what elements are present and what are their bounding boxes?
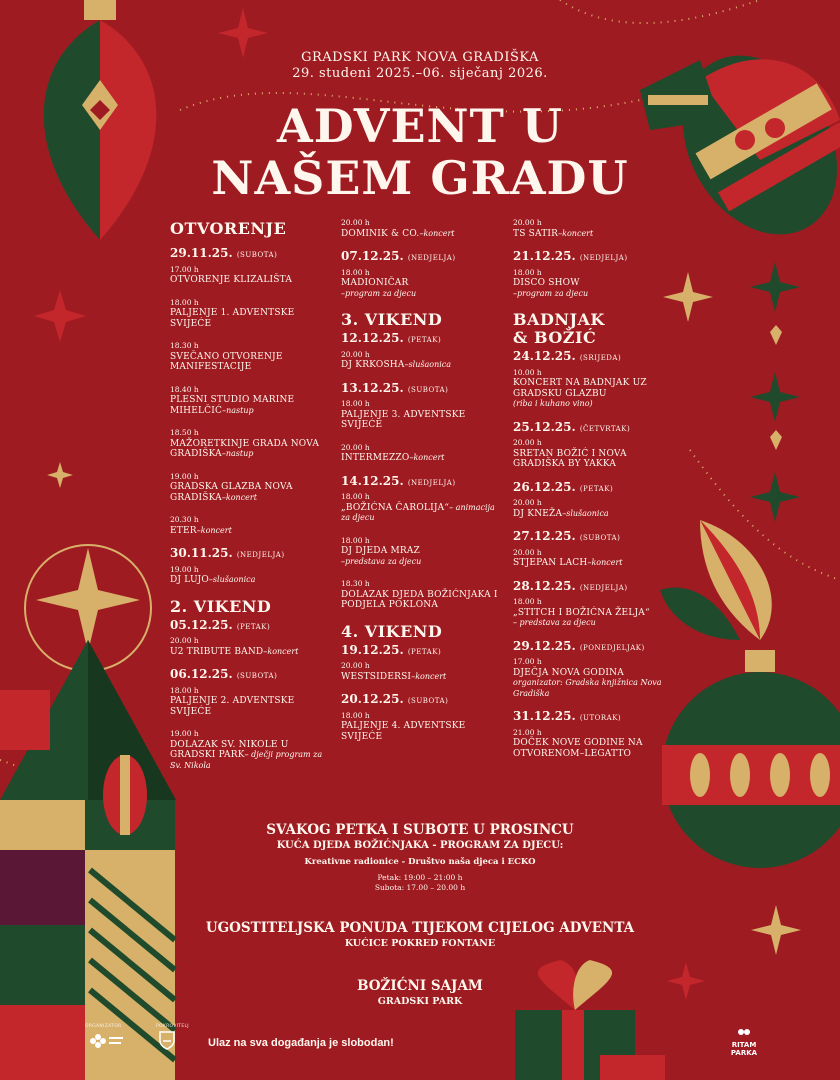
event-item: 18.00 h MADIONIČAR –program za djecu bbox=[341, 267, 417, 298]
event-item: 20.30 h ETER–koncert bbox=[170, 515, 232, 536]
date-heading: 24.12.25. (SRIJEDA) bbox=[513, 349, 622, 363]
kids-program-heading: KUĆA DJEDA BOŽIĆNJAKA - PROGRAM ZA DJECU: bbox=[276, 840, 564, 851]
event-item: 18.00 h PALJENJE 4. ADVENTSKE SVIJEĆE bbox=[341, 710, 466, 742]
event-venue-dates bbox=[0, 50, 840, 82]
event-item: 18.00 h „BOŽIĆNA ČAROLIJA“– animacija za djecu bbox=[341, 492, 495, 522]
event-item: 18.00 h PALJENJE 1. ADVENTSKE SVIJEĆE bbox=[170, 297, 295, 329]
title-line-1: ADVENT U bbox=[277, 99, 563, 153]
catering-heading: UGOSTITELJSKA PONUDA TIJEKOM CIJELOG ADVENTA bbox=[205, 920, 635, 936]
sponsor-block bbox=[156, 1024, 189, 1055]
weekly-program-heading: SVAKOG PETKA I SUBOTE U PROSINCU bbox=[266, 822, 574, 838]
date-heading: 07.12.25. (NEDJELJA) bbox=[341, 249, 456, 263]
section-heading: OTVORENJE bbox=[170, 219, 287, 238]
organizer-logo-icon bbox=[85, 1029, 125, 1051]
event-item: 18.00 h DJ DJEDA MRAZ –predstava za djecu bbox=[341, 535, 422, 566]
event-item: 18.00 h DISCO SHOW –program za djecu bbox=[513, 267, 589, 298]
date-heading: 21.12.25. (NEDJELJA) bbox=[513, 249, 628, 263]
section-heading: 3. VIKEND bbox=[341, 310, 443, 329]
program-column-3 bbox=[513, 218, 673, 771]
event-item: 20.00 h STJEPAN LACH–koncert bbox=[513, 547, 623, 568]
christmas-fair-heading: BOŽIĆNI SAJAM bbox=[357, 978, 483, 994]
workshop-hours: Petak: 19:00 – 21:00 h Subota: 17.00 – 20.00 h bbox=[374, 873, 466, 892]
section-heading: 4. VIKEND bbox=[341, 621, 443, 641]
date-heading: 05.12.25. (PETAK) bbox=[170, 617, 271, 632]
event-item: 19.00 h DOLAZAK SV. NIKOLE U GRADSKI PARK– dječji program za Sv. Nikola bbox=[170, 729, 323, 770]
event-item: 20.00 h TS SATIR–koncert bbox=[513, 218, 594, 239]
event-item: 20.00 h INTERMEZZO–koncert bbox=[341, 442, 445, 463]
free-entry-text: Ulaz na sva događanja je slobodan! bbox=[208, 1037, 394, 1049]
event-item: 20.00 h SRETAN BOŽIĆ I NOVA GRADIŠKA BY YAKKA bbox=[513, 438, 627, 469]
dates-text: 29. studeni 2025.–06. siječanj 2026. bbox=[292, 66, 548, 81]
event-item: 17.00 h DJEČJA NOVA GODINA organizator: Gradska knjižnica Nova Gradiška bbox=[513, 657, 662, 698]
date-heading: 06.12.25. (SUBOTA) bbox=[170, 667, 278, 681]
organizer-block bbox=[85, 1024, 125, 1055]
date-heading: 26.12.25. (PETAK) bbox=[513, 479, 614, 494]
program-column-1 bbox=[170, 218, 330, 783]
organizer-label: ORGANIZATOR bbox=[85, 1024, 122, 1029]
date-heading: 29.11.25. (SUBOTA) bbox=[170, 246, 278, 260]
event-item: 20.00 h U2 TRIBUTE BAND–koncert bbox=[170, 636, 299, 657]
date-heading: 14.12.25. (NEDJELJA) bbox=[341, 473, 456, 488]
event-item: 18.00 h PALJENJE 2. ADVENTSKE SVIJEĆE bbox=[170, 685, 295, 717]
sponsor-label: POKROVITELJ bbox=[156, 1024, 189, 1029]
poster-title bbox=[0, 100, 840, 204]
event-item: 20.00 h WESTSIDERSI–koncert bbox=[341, 661, 447, 682]
section-heading: 2. VIKEND bbox=[170, 596, 272, 616]
event-item: 18.40 h PLESNI STUDIO MARINE MIHELČIĆ–nastup bbox=[170, 384, 295, 416]
program-column-2 bbox=[341, 218, 501, 754]
section-heading: BADNJAK & BOŽIĆ bbox=[513, 310, 605, 347]
ritam-parka-mark-icon bbox=[736, 1027, 752, 1037]
ornament-ball-right bbox=[660, 520, 840, 868]
event-item: 19.00 h GRADSKA GLAZBA NOVA GRADIŠKA–koncert bbox=[170, 471, 293, 503]
city-coat-of-arms-icon bbox=[156, 1029, 180, 1051]
venue-text: GRADSKI PARK NOVA GRADIŠKA bbox=[301, 50, 539, 65]
event-item: 18.30 h DOLAZAK DJEDA BOŽIĆNJAKA I PODJELA POKLONA bbox=[341, 579, 498, 610]
event-item: 21.00 h DOČEK NOVE GODINE NA OTVORENOM–LEGATTO bbox=[513, 727, 643, 759]
date-heading: 29.12.25. (PONEDJELJAK) bbox=[513, 638, 645, 653]
event-item: 18.00 h „STITCH I BOŽIĆNA ŽELJA“ – predstava za djecu bbox=[513, 597, 650, 627]
event-item: 10.00 h KONCERT NA BADNJAK UZ GRADSKU GLAZBU (riba i kuhano vino) bbox=[513, 367, 647, 408]
workshops-text: Kreativne radionice - Društvo naša djeca i ECKO bbox=[304, 857, 536, 867]
event-item: 18.00 h PALJENJE 3. ADVENTSKE SVIJEĆE bbox=[341, 399, 466, 430]
event-item: 18.50 h MAŽORETKINJE GRADA NOVA GRADIŠKA–nastup bbox=[170, 428, 320, 459]
event-item: 19.00 h DJ LUJO–slušaonica bbox=[170, 564, 256, 585]
catering-location: KUĆICE POKRED FONTANE bbox=[344, 938, 496, 949]
date-heading: 27.12.25. (SUBOTA) bbox=[513, 529, 621, 543]
event-item: 20.00 h DJ KNEŽA–slušaonica bbox=[513, 498, 609, 519]
event-item: 18.30 h SVEČANO OTVORENJE MANIFESTACIJE bbox=[170, 341, 283, 372]
date-heading: 12.12.25. (PETAK) bbox=[341, 331, 442, 345]
date-heading: 19.12.25. (PETAK) bbox=[341, 642, 442, 657]
event-item: 20.00 h DOMINIK & CO.–koncert bbox=[341, 218, 455, 239]
date-heading: 20.12.25. (SUBOTA) bbox=[341, 692, 449, 706]
event-item: 20.00 h DJ KRKOSHA–slušaonica bbox=[341, 349, 452, 370]
event-item: 17.00 h OTVORENJE KLIZALIŠTA bbox=[170, 264, 293, 285]
date-heading: 28.12.25. (NEDJELJA) bbox=[513, 578, 628, 593]
date-heading: 30.11.25. (NEDJELJA) bbox=[170, 546, 285, 560]
date-heading: 31.12.25. (UTORAK) bbox=[513, 709, 622, 723]
ritam-parka-logo: RITAM PARKA bbox=[724, 1022, 764, 1057]
date-heading: 25.12.25. (ČETVRTAK) bbox=[513, 419, 631, 434]
christmas-fair-location: GRADSKI PARK bbox=[377, 996, 463, 1007]
date-heading: 13.12.25. (SUBOTA) bbox=[341, 380, 449, 395]
title-line-2: NAŠEM GRADU bbox=[211, 151, 629, 205]
